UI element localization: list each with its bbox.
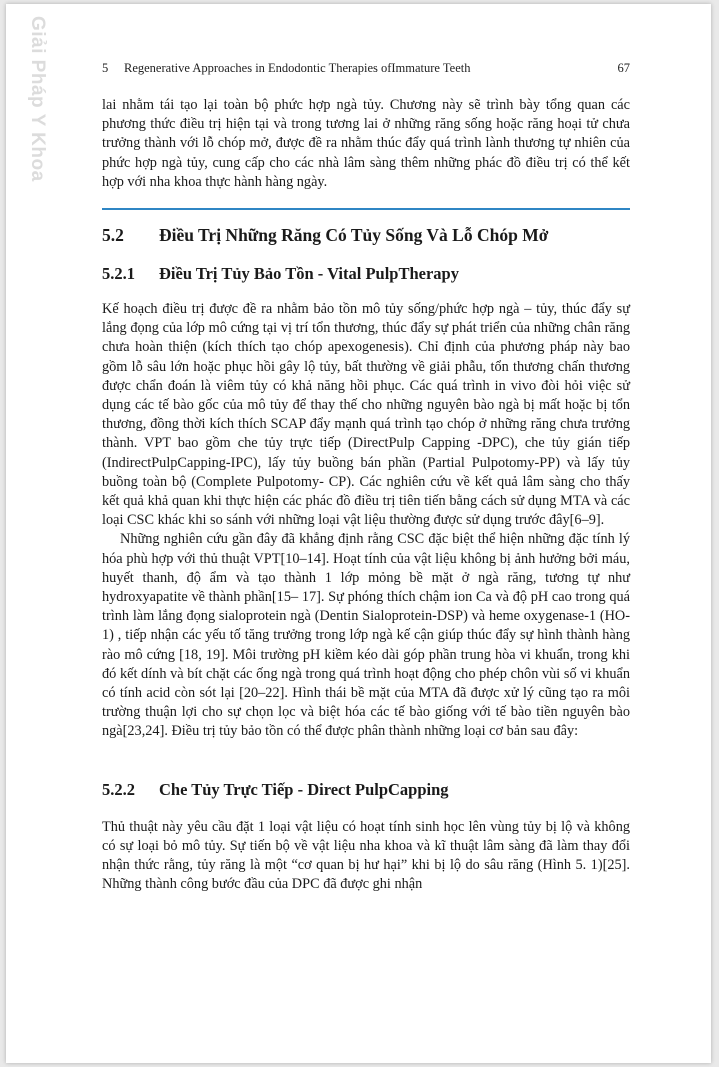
intro-paragraph: lai nhằm tái tạo lại toàn bộ phức hợp ngà tủy. Chương này sẽ trình bày tổng quan các phương thức điều trị hiện tại và trong tương lai ở những răng sống hoặc răng hoại tử chưa trưởng thành với lỗ chóp mở, được đề ra nhằm thúc đẩy quá trình lành thương tự nhiên của phức hợp ngà tủy, cung cấp cho các nhà lâm sàng thêm những phác đồ điều trị có thể kết hợp với nha khoa thực hành hàng ngày. <box>102 97 630 190</box>
section-number: 5.2 <box>102 225 124 246</box>
subsection-title: Điều Trị Tủy Bảo Tồn - Vital PulpTherapy <box>159 264 459 284</box>
subsection-number: 5.2.2 <box>102 779 135 799</box>
subsection-title: Che Tủy Trực Tiếp - Direct PulpCapping <box>159 779 449 799</box>
running-header <box>102 61 630 76</box>
chapter-number: 5 <box>102 61 109 75</box>
page-sheet <box>6 4 711 1063</box>
page-body <box>102 96 630 895</box>
subsection-heading-2 <box>102 780 630 800</box>
section-title: Điều Trị Những Răng Có Tủy Sống Và Lỗ Chóp Mở <box>159 225 549 246</box>
section-divider <box>102 208 630 210</box>
page-number: 67 <box>617 61 630 75</box>
body-paragraph: Kế hoạch điều trị được đề ra nhằm bảo tồn mô tủy sống/phức hợp ngà – tủy, thúc đẩy sự lắng đọng của lớp mô cứng tại vị trí tổn thương, thúc đẩy sự phát triển của những chân răng chưa hoàn thiện (kích thích tạo chóp apexogenesis). Chỉ định của phương pháp này bao gồm lỗ sâu lớn hoặc phục hồi gây lộ tủy, bất thường về giải phẫu, tổn thương chấn thương được chẩn đoán là viêm tủy có khả năng hồi phục. Các quá trình in vivo đòi hỏi việc sử dụng các tế bào gốc của mô tủy để thay thế cho những nguyên bào ngà bị mất hoặc bị tổn thương, đồng thời kích thích SCAP đẩy mạnh quá trình tạo chóp ở những răng chưa trưởng thành. VPT bao gồm che tủy trực tiếp (DirectPulp Capping -DPC), che tủy gián tiếp (IndirectPulpCapping-IPC), lấy tủy buồng bán phần (Partial Pulpotomy-PP) và lấy tủy buồng toàn bộ (Complete Pulpotomy- CP). Các nghiên cứu về kết quả lâm sàng cho thấy kết quả khả quan khi thực hiện các phác đồ điều trị tiên tiến bằng cách sử dụng MTA và các loại CSC khác khi so sánh với những loại vật liệu thường được sử dụng trước đây[6–9]. <box>102 301 630 529</box>
running-title: Regenerative Approaches in Endodontic Therapies ofImmature Teeth <box>124 61 471 75</box>
subsection-number: 5.2.1 <box>102 264 135 284</box>
body-paragraph: Thủ thuật này yêu cầu đặt 1 loại vật liệu có hoạt tính sinh học lên vùng tủy bị lộ và không có sự loại bỏ mô tủy. Sự tiến bộ về vật liệu nha khoa và kĩ thuật lâm sàng đã làm thay đổi nhận thức rằng, tủy răng là một “cơ quan bị hư hại” khi bị lộ do sâu răng (Hình 5. 1)[25]. Những thành công bước đầu của DPC đã được ghi nhận <box>102 818 630 893</box>
section-heading <box>102 225 630 246</box>
subsection-heading-1 <box>102 264 630 284</box>
watermark: Giải Pháp Y Khoa <box>27 16 48 182</box>
body-paragraph: Những nghiên cứu gần đây đã khẳng định rằng CSC đặc biệt thể hiện những đặc tính lý hóa phù hợp với thủ thuật VPT[10–14]. Hoạt tính của vật liệu không bị ảnh hưởng bởi máu, huyết thanh, độ ẩm và tạo thành 1 lớp mỏng bề mặt ở ngà răng, tương tự như hydroxyapatite về thành phần[15– 17]. Sự phóng thích chậm ion Ca và độ pH cao trong quá trình làm lắng đọng sialoprotein ngà (Dentin Sialoprotein-DSP) và heme oxygenase-1 (HO-1) , tiếp nhận các yếu tố tăng trưởng trong lớp ngà kế cận giúp thúc đẩy sự hình thành hàng rào mô cứng [18, 19]. Môi trường pH kiềm kéo dài góp phần trung hòa vi khuẩn, trong khi đó kết dính và bít chặt các ống ngà trong quá trình hoạt động cho phép chôn vùi số vi khuẩn có tính acid còn sót lại [20–22]. Hình thái bề mặt của MTA đã được xử lý cũng tạo ra môi trường thuận lợi cho sự chọn lọc và biệt hóa các tế bào giống với tế bào tiền nguyên bào ngà[23,24]. Điều trị tủy bảo tồn có thể được phân thành những loại cơ bản sau đây: <box>102 531 630 740</box>
